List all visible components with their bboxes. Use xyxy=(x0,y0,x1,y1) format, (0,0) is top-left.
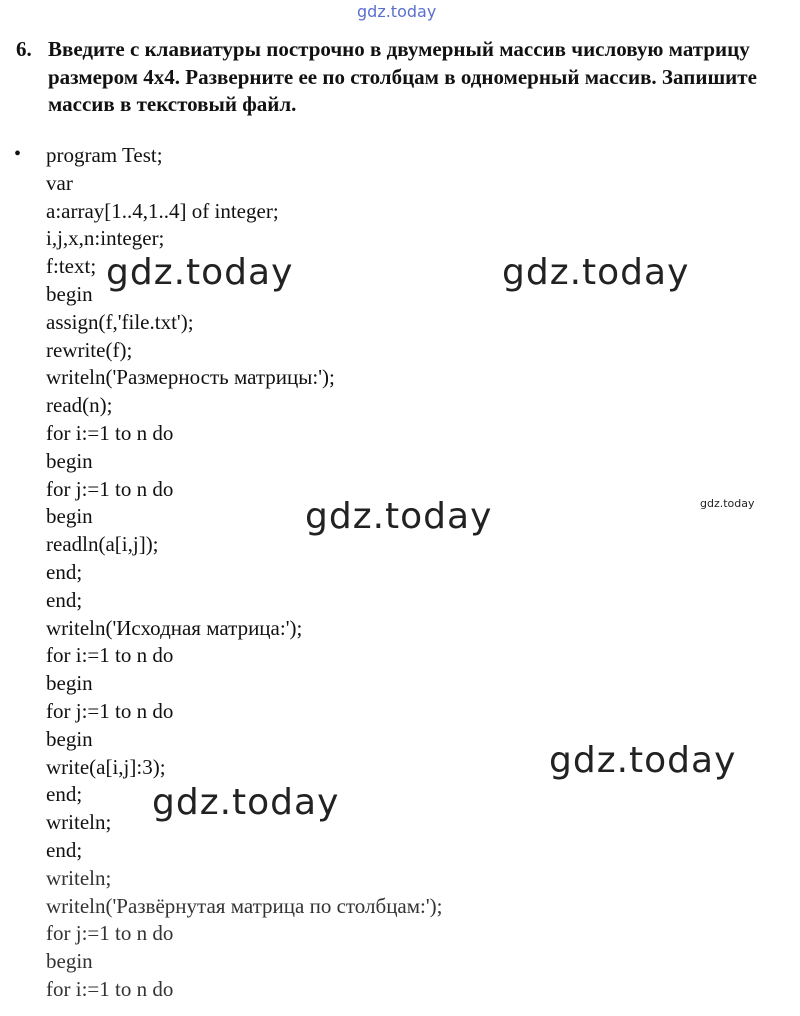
bullet-marker: • xyxy=(14,143,22,165)
code-line: begin xyxy=(46,281,93,306)
watermark: gdz.today xyxy=(305,496,493,537)
code-line: for j:=1 to n do xyxy=(46,921,174,946)
code-line: writeln('Размерность матрицы:'); xyxy=(46,365,335,390)
code-line: readln(a[i,j]); xyxy=(46,532,159,557)
task-number: 6. xyxy=(16,37,32,61)
code-line: begin xyxy=(46,671,93,696)
code-line: a:array[1..4,1..4] of integer; xyxy=(46,198,279,223)
code-line: end; xyxy=(46,587,83,612)
task-text: Введите с клавиатуры построчно в двумерный массив числовую матрицу размером 4х4. Разверните ее по столбцам в одномерный массив. Запишите массив в текстовый файл. xyxy=(48,37,757,116)
code-line: for i:=1 to n do xyxy=(46,643,174,668)
watermark: gdz.today xyxy=(152,782,340,823)
code-line: writeln; xyxy=(46,810,112,835)
watermark-top: gdz.today xyxy=(357,2,437,21)
code-line: f:text; xyxy=(46,254,97,279)
code-line: begin xyxy=(46,949,93,974)
code-line: begin xyxy=(46,504,93,529)
code-line: end; xyxy=(46,559,83,584)
code-line: for j:=1 to n do xyxy=(46,698,174,723)
code-line: begin xyxy=(46,726,93,751)
watermark-small: gdz.today xyxy=(700,497,755,510)
code-line: for i:=1 to n do xyxy=(46,976,174,1001)
code-line: end; xyxy=(46,782,83,807)
code-line: begin xyxy=(46,448,93,473)
code-line: writeln('Исходная матрица:'); xyxy=(46,615,303,640)
watermark: gdz.today xyxy=(502,252,690,293)
code-line: write(a[i,j]:3); xyxy=(46,754,166,779)
code-line: for j:=1 to n do xyxy=(46,476,174,501)
code-line: end; xyxy=(46,837,83,862)
watermark: gdz.today xyxy=(549,740,737,781)
watermark: gdz.today xyxy=(106,252,294,293)
code-line: program Test; xyxy=(46,143,163,167)
code-line: writeln; xyxy=(46,865,112,890)
code-line: read(n); xyxy=(46,393,113,418)
code-line: for i:=1 to n do xyxy=(46,420,174,445)
code-line: writeln('Развёрнутая матрица по столбцам:'); xyxy=(46,893,443,918)
task-statement xyxy=(16,36,776,119)
code-line: assign(f,'file.txt'); xyxy=(46,309,194,334)
code-line: i,j,x,n:integer; xyxy=(46,226,165,251)
code-line: var xyxy=(46,170,73,195)
code-line: rewrite(f); xyxy=(46,337,133,362)
